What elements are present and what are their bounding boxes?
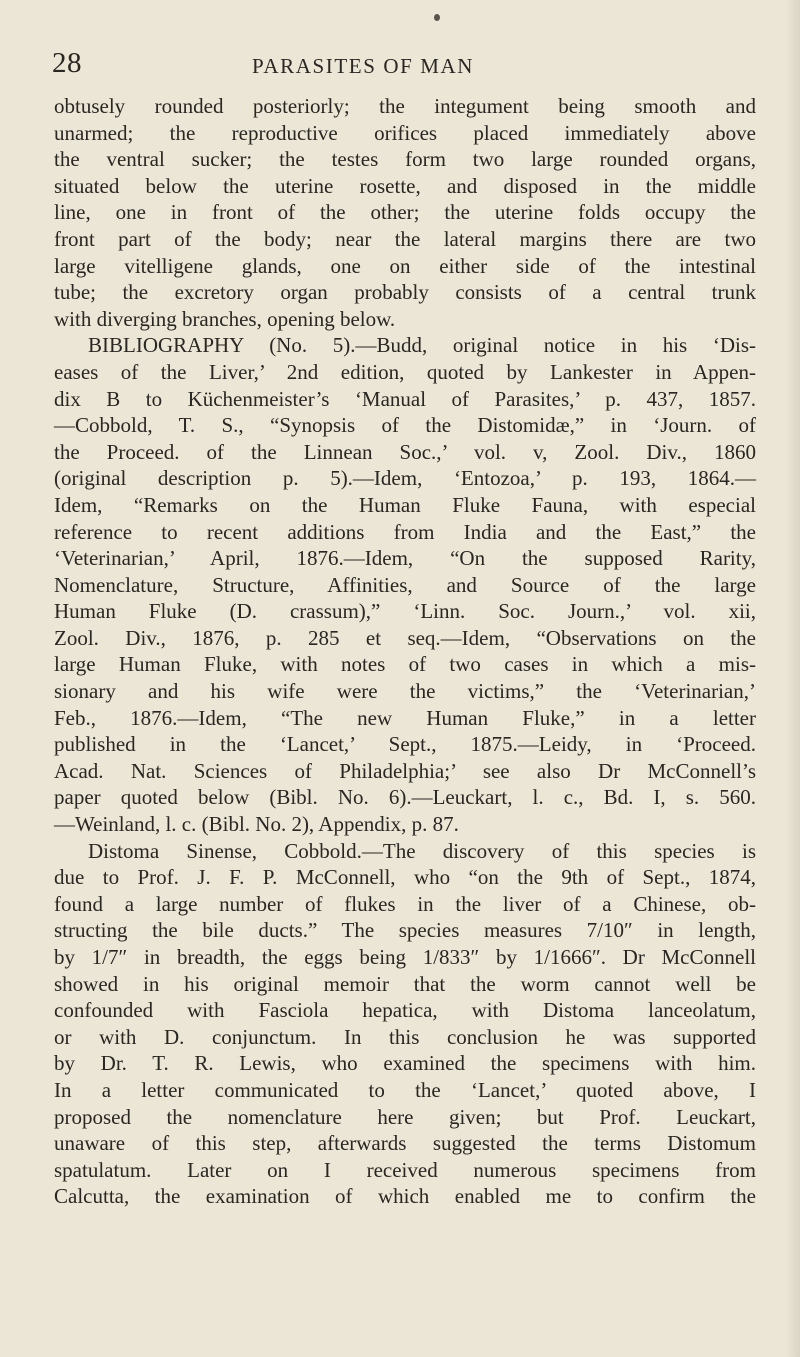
distoma-sinense-paragraph-start: Distoma Sinense, Cobbold.—The discovery of this species is [88,838,756,863]
text-line: the ventral sucker; the testes form two large rounded organs, [54,147,756,172]
text-line: or with D. conjunctum. In this conclusion he was supported [54,1024,756,1049]
text-line: unarmed; the reproductive orifices placed immediately above [54,120,756,145]
text-line: In a letter communicated to the ‘Lancet,’ quoted above, I [54,1077,756,1102]
text-line: Zool. Div., 1876, p. 285 et seq.—Idem, “Observations on the [54,625,756,650]
text-line: unaware of this step, afterwards suggested the terms Distomum [54,1131,756,1156]
text-line: situated below the uterine rosette, and disposed in the middle [54,173,756,198]
text-line: structing the bile ducts.” The species measures 7/10″ in length, [54,918,756,943]
page-number: 28 [52,47,82,79]
text-line: Idem, “Remarks on the Human Fluke Fauna, with especial [54,492,756,517]
text-line: ‘Veterinarian,’ April, 1876.—Idem, “On the supposed Rarity, [54,546,756,571]
text-line: sionary and his wife were the victims,” the ‘Veterinarian,’ [54,679,756,704]
text-line: Acad. Nat. Sciences of Philadelphia;’ see also Dr McConnell’s [54,758,756,783]
text-line: front part of the body; near the lateral margins there are two [54,226,756,251]
text-line: line, one in front of the other; the uterine folds occupy the [54,200,756,225]
page-header [0,48,800,78]
text-line: Human Fluke (D. crassum),” ‘Linn. Soc. Journ.,’ vol. xii, [54,599,756,624]
text-line: with diverging branches, opening below. [54,306,396,331]
text-line: spatulatum. Later on I received numerous specimens from [54,1157,756,1182]
text-line: published in the ‘Lancet,’ Sept., 1875.—Leidy, in ‘Proceed. [54,732,756,757]
text-line: reference to recent additions from India and the East,” the [54,519,756,544]
text-line: large Human Fluke, with notes of two cases in which a mis- [54,652,756,677]
text-line: Calcutta, the examination of which enabled me to confirm the [54,1184,756,1209]
text-line: obtusely rounded posteriorly; the integument being smooth and [54,94,756,118]
text-line: dix B to Küchenmeister’s ‘Manual of Parasites,’ p. 437, 1857. [54,386,756,411]
text-line: (original description p. 5).—Idem, ‘Entozoa,’ p. 193, 1864.— [54,466,756,491]
text-line: proposed the nomenclature here given; but Prof. Leuckart, [54,1104,756,1129]
text-line: —Weinland, l. c. (Bibl. No. 2), Appendix, p. 87. [54,812,459,837]
text-line: Nomenclature, Structure, Affinities, and Source of the large [54,572,756,597]
text-line: Feb., 1876.—Idem, “The new Human Fluke,” in a letter [54,705,756,730]
text-line: the Proceed. of the Linnean Soc.,’ vol. v, Zool. Div., 1860 [54,439,756,464]
text-line: confounded with Fasciola hepatica, with Distoma lanceolatum, [54,998,756,1023]
text-line: by Dr. T. R. Lewis, who examined the specimens with him. [54,1051,756,1076]
text-line: —Cobbold, T. S., “Synopsis of the Distomidæ,” in ‘Journ. of [54,413,756,438]
running-head: PARASITES OF MAN [252,54,475,78]
text-line: large vitelligene glands, one on either side of the intestinal [54,253,756,278]
body-text [54,93,756,1210]
bibliography-start: BIBLIOGRAPHY (No. 5).—Budd, original notice in his ‘Dis- [88,333,756,358]
text-line: by 1/7″ in breadth, the eggs being 1/833″ by 1/1666″. Dr McConnell [54,945,756,969]
text-line: tube; the excretory organ probably consists of a central trunk [54,280,756,305]
ink-speck [434,14,440,21]
text-line: eases of the Liver,’ 2nd edition, quoted by Lankester in Appen- [54,359,756,384]
text-line: showed in his original memoir that the worm cannot well be [54,971,756,996]
text-line: found a large number of flukes in the liver of a Chinese, ob- [54,891,756,916]
text-line: paper quoted below (Bibl. No. 6).—Leuckart, l. c., Bd. I, s. 560. [54,785,756,810]
page-edge-shadow [786,0,800,1357]
text-line: due to Prof. J. F. P. McConnell, who “on the 9th of Sept., 1874, [54,865,756,890]
